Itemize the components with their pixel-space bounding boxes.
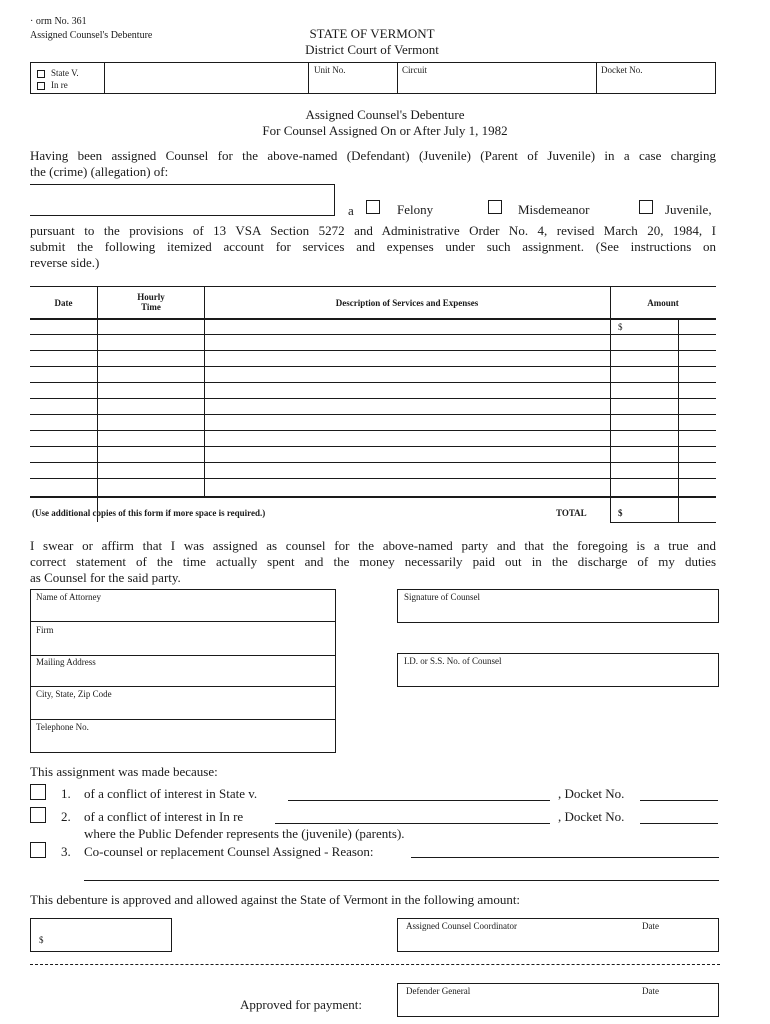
unit-no-label: Unit No. [314,65,346,75]
form-title: Assigned Counsel's Debenture [305,107,465,122]
reason-1-state-field[interactable] [288,800,550,801]
reason-2-label: of a conflict of interest in In re [84,809,244,824]
assignment-reason-intro: This assignment was made because: [30,764,218,779]
reason-1-label: of a conflict of interest in State v. [84,786,258,801]
reason-2-in-re-field[interactable] [275,823,550,824]
firm-field[interactable]: Firm [36,625,54,635]
reason-3-checkbox[interactable] [30,842,46,858]
table-row-line [30,430,716,431]
state-title: STATE OF VERMONT [309,26,435,41]
amount-dollar-sign: $ [618,322,623,332]
col-amount-header: Amount [647,298,679,308]
approved-for-payment-label: Approved for payment: [240,997,363,1012]
table-row-line [30,414,716,415]
col-description-header: Description of Services and Expenses [335,298,479,308]
misdemeanor-label: Misdemeanor [518,202,590,217]
table-row-line [30,446,716,447]
reason-1-docket-field[interactable] [640,800,718,801]
reason-2-number: 2. [61,809,71,824]
mailing-address-field[interactable]: Mailing Address [36,657,96,667]
reason-2-checkbox[interactable] [30,807,46,823]
reason-3-continuation-line[interactable] [84,880,719,881]
city-state-zip-field[interactable]: City, State, Zip Code [36,689,112,699]
counsel-id-label: I.D. or S.S. No. of Counsel [404,656,502,666]
reason-3-number: 3. [61,844,71,859]
reason-2-docket-label: , Docket No. [558,809,625,824]
felony-label: Felony [397,202,434,217]
docket-no-label: Docket No. [601,65,643,75]
additional-copies-note: (Use additional copies of this form if more space is required.) [32,508,266,518]
approval-statement: This debenture is approved and allowed against the State of Vermont in the following amount: [30,892,521,907]
attorney-name-field[interactable]: Name of Attorney [36,592,101,602]
total-box-bottom [610,522,716,523]
table-row-line [30,366,716,367]
total-dollar-sign: $ [618,508,623,518]
misdemeanor-checkbox[interactable] [488,200,502,214]
telephone-field[interactable]: Telephone No. [36,722,89,732]
table-bottom-border [30,496,716,500]
intro-line-2: the (crime) (allegation) of: [30,164,169,179]
in-re-checkbox[interactable] [37,82,45,90]
felony-checkbox[interactable] [366,200,380,214]
col-date-header: Date [54,298,73,308]
approved-amount-dollar: $ [39,935,44,945]
table-header-divider [30,318,716,322]
col-hourly-header: Hourly Time [137,292,165,312]
circuit-label: Circuit [402,65,427,75]
charge-field[interactable] [30,184,335,216]
oath-line-3: as Counsel for the said party. [30,570,181,585]
reason-2-docket-field[interactable] [640,823,718,824]
coordinator-label: Assigned Counsel Coordinator [406,921,517,931]
in-re-label: In re [51,80,68,90]
coordinator-date-label: Date [642,921,659,931]
defender-general-label: Defender General [406,986,471,996]
reason-1-checkbox[interactable] [30,784,46,800]
court-title: District Court of Vermont [305,42,439,57]
reason-2-note: where the Public Defender represents the (juvenile) (parents). [84,826,405,841]
approved-amount-field[interactable] [30,918,172,952]
oath-line-1: I swear or affirm that I was assigned as counsel for the above-named party and that the foregoing is a true and [30,538,716,553]
signature-label: Signature of Counsel [404,592,480,602]
provisions-line-2: submit the following itemized account for services and expenses under such assignment. (See instructions on [30,239,716,254]
table-row-line [30,350,716,351]
reason-3-label: Co-counsel or replacement Counsel Assigned - Reason: [84,844,374,859]
form-number: · orm No. 361 [30,16,87,27]
table-row-line [30,334,716,335]
total-label: TOTAL [556,508,587,518]
intro-line-1: Having been assigned Counsel for the above-named (Defendant) (Juvenile) (Parent of Juvenile) in a case charging [30,148,716,163]
state-v-checkbox[interactable] [37,70,45,78]
provisions-line-1: pursuant to the provisions of 13 VSA Section 5272 and Administrative Order No. 4, revised March 20, 1984, I [30,223,716,238]
state-v-label: State V. [51,68,79,78]
table-row-line [30,478,716,479]
table-row-line [30,398,716,399]
table-row-line [30,462,716,463]
provisions-line-3: reverse side.) [30,255,100,270]
total-amount-field[interactable] [624,500,676,520]
juvenile-label: Juvenile, [665,202,712,217]
oath-line-2: correct statement of the time actually spent and the money necessarily paid out in the discharge of my duties [30,554,716,569]
cut-line [30,964,720,965]
juvenile-checkbox[interactable] [639,200,653,214]
defender-date-label: Date [642,986,659,996]
table-top-border [30,286,716,287]
reason-1-number: 1. [61,786,71,801]
charge-article: a [348,203,354,218]
form-subtitle: For Counsel Assigned On or After July 1, 1982 [262,123,508,138]
party-name-field[interactable] [106,64,306,92]
form-name: Assigned Counsel's Debenture [30,30,153,41]
reason-3-field[interactable] [411,857,719,858]
table-row-line [30,382,716,383]
reason-1-docket-label: , Docket No. [558,786,625,801]
